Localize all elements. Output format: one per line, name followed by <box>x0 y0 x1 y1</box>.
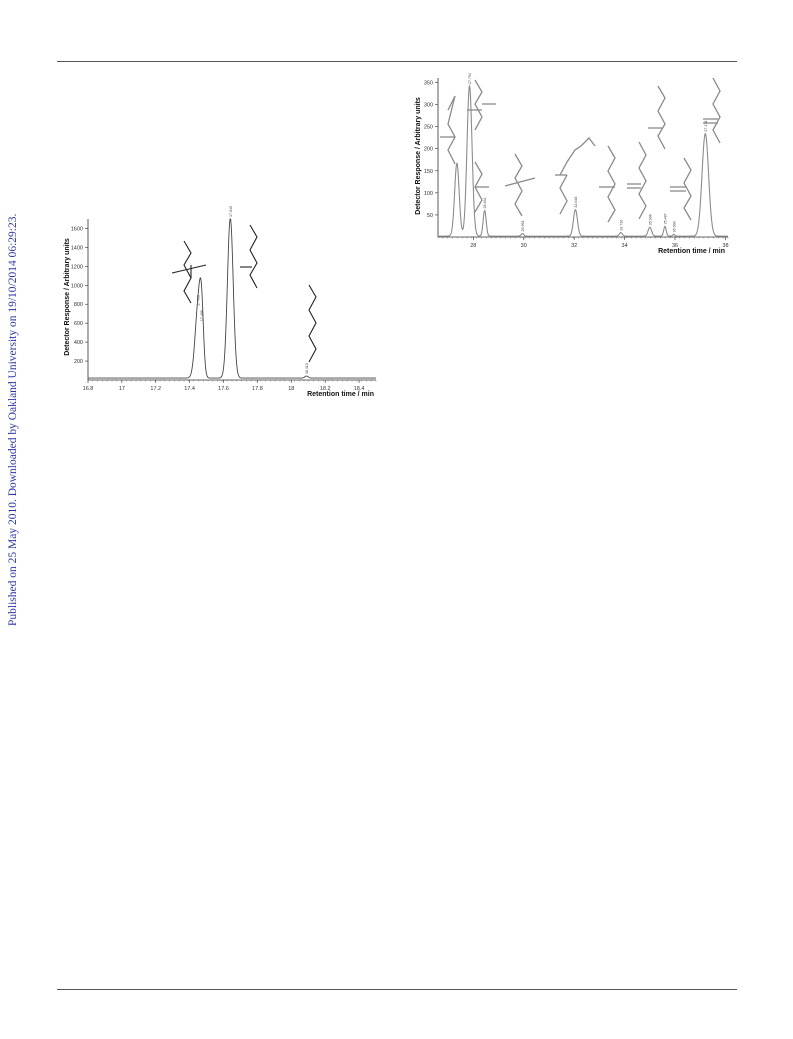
peak-label: 29.991 <box>520 220 525 232</box>
y-tick-label: 800 <box>73 302 83 309</box>
molecule-structure <box>309 285 316 362</box>
peak-label: 17.486 <box>200 310 205 322</box>
side-note: Published on 25 May 2010. Downloaded by Oakland University on 19/10/2014 06:29:23. <box>7 213 19 626</box>
y-tick-label: 50 <box>426 212 433 219</box>
molecule-structure <box>670 158 691 220</box>
y-tick-label: 300 <box>423 102 433 109</box>
x-tick-label: 30 <box>520 243 527 249</box>
x-tick-label: 17.2 <box>150 386 162 392</box>
x-tick-label: 38 <box>722 243 729 249</box>
x-tick-label: 17.4 <box>184 386 196 392</box>
y-tick-label: 200 <box>73 359 83 366</box>
molecule-structure <box>240 225 257 288</box>
y-tick-label: 600 <box>73 321 83 328</box>
peak-label: 27.794 <box>468 72 473 84</box>
peak-label: 32.048 <box>573 196 578 208</box>
chart-right <box>405 74 735 259</box>
peak-label: 18.110 <box>305 363 310 375</box>
x-tick-label: 32 <box>571 243 578 249</box>
chart-right-trace <box>438 86 728 236</box>
y-tick-label: 1400 <box>70 245 83 252</box>
y-tick-label: 250 <box>423 124 433 131</box>
molecule-structure <box>627 142 646 219</box>
molecule-structure <box>440 96 455 164</box>
x-tick-label: 34 <box>621 243 628 249</box>
peak-label: 37.178 <box>703 120 708 132</box>
peak-label: 35.006 <box>648 214 653 226</box>
y-tick-label: 1000 <box>70 283 83 290</box>
peak-label: 33.716 <box>619 219 624 231</box>
x-axis-title: Retention time / min <box>658 248 725 255</box>
top-rule <box>57 61 737 62</box>
y-tick-label: 1200 <box>70 264 83 271</box>
x-tick-label: 17 <box>118 386 125 392</box>
molecule-structures-left <box>172 225 316 362</box>
bottom-rule <box>57 989 737 990</box>
molecule-structure <box>172 241 206 303</box>
x-tick-label: 16.8 <box>82 386 94 392</box>
y-tick-label: 350 <box>423 80 433 87</box>
y-axis-title: Detector Response / Arbitrary units <box>64 238 71 356</box>
chart-left-trace <box>88 219 376 378</box>
molecule-structure <box>505 154 535 216</box>
peak-label: 17.450 <box>196 295 201 307</box>
x-tick-label: 28 <box>470 243 477 249</box>
x-tick-label: 18.2 <box>319 386 331 392</box>
peak-label: 35.990 <box>672 221 677 233</box>
y-tick-label: 100 <box>423 190 433 197</box>
x-tick-label: 36 <box>671 243 679 249</box>
chart-left <box>60 206 380 400</box>
x-tick-label: 17.8 <box>252 386 263 392</box>
peak-label: 28.464 <box>483 197 488 209</box>
peak-label: 17.640 <box>228 206 233 217</box>
x-axis-title: Retention time / min <box>307 391 374 398</box>
y-tick-label: 150 <box>423 168 433 175</box>
x-tick-label: 18.4 <box>353 386 365 392</box>
y-tick-label: 200 <box>423 146 433 153</box>
x-tick-label: 17.6 <box>218 386 229 392</box>
y-tick-label: 1600 <box>70 226 83 233</box>
y-axis-title: Detector Response / Arbitrary units <box>415 97 422 215</box>
y-tick-label: 400 <box>73 340 83 347</box>
molecule-structure <box>648 86 665 149</box>
peak-label: 35.487 <box>663 213 668 225</box>
x-tick-label: 18 <box>288 386 295 392</box>
molecule-structure <box>599 146 615 222</box>
